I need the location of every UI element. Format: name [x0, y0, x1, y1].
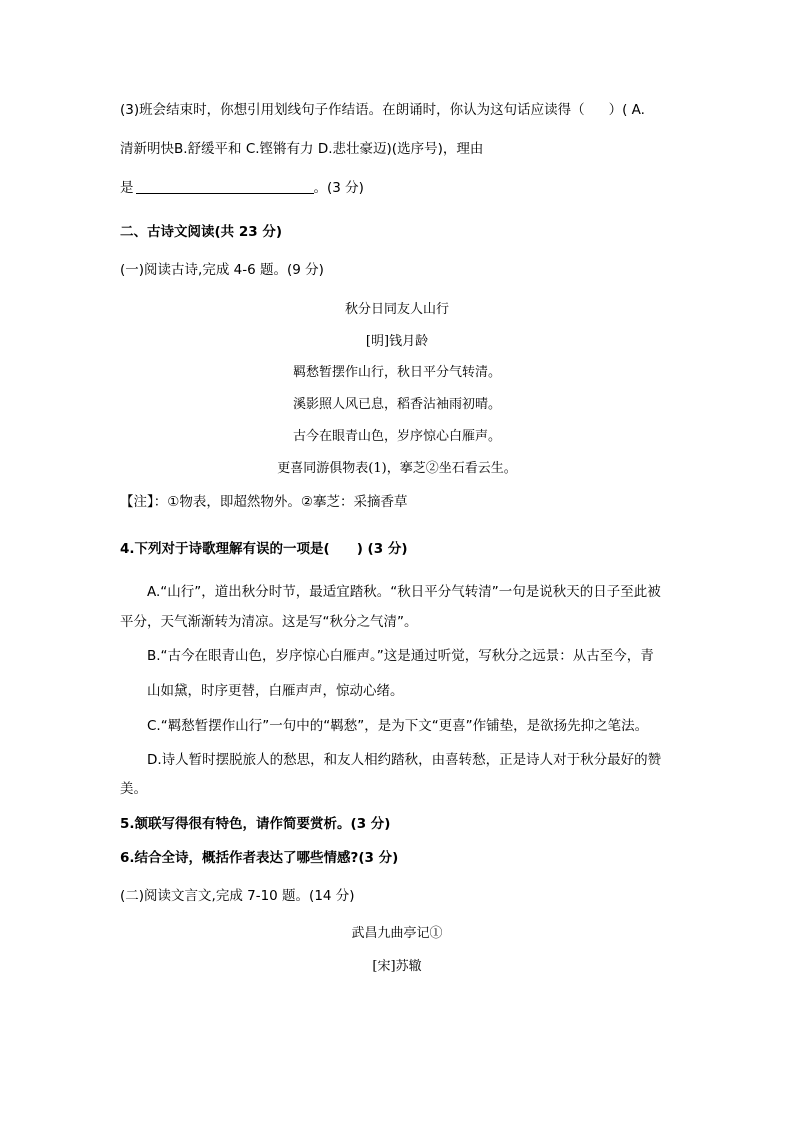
- option-a: A.“山行”，道出秋分时节，最适宜踏秋。“秋日平分气转清”一句是说秋天的日子至此被: [147, 584, 661, 600]
- q3-line2: 清新明快B.舒缓平和 C.铿锵有力 D.悲壮豪迈)(选序号)，理由: [120, 141, 484, 157]
- section-2-title: 二、古诗文阅读(共 23 分): [120, 224, 283, 240]
- option-d: D.诗人暂时摆脱旅人的愁思，和友人相约踏秋，由喜转愁，正是诗人对于秋分最好的赞: [147, 752, 662, 768]
- prose-title: 武昌九曲亭记①: [351, 926, 443, 941]
- option-c: C.“羁愁暂摆作山行”一句中的“羁愁”，是为下文“更喜”作铺垫，是欲扬先抑之笔法。: [147, 718, 649, 734]
- poem-line: 古今在眼青山色，岁序惊心白雁声。: [292, 429, 501, 444]
- poem-author: [明]钱月龄: [365, 334, 429, 349]
- q3-line1: [120, 98, 645, 118]
- section-2-part2-title: (二)阅读文言文,完成 7-10 题。(14 分): [120, 888, 355, 904]
- poem-line: 溪影照人风已息，稻香沾袖雨初晴。: [292, 397, 501, 412]
- prose-author: [宋]苏辙: [372, 959, 422, 974]
- question-5: 5.颔联写得很有特色，请作简要赏析。(3 分): [120, 816, 391, 832]
- option-d-cont: 美。: [120, 781, 147, 797]
- poem-title: 秋分日同友人山行: [344, 302, 449, 317]
- q3-text-part1: (3)班会结束时，你想引用划线句子作结语。在朗诵时，你认为这句话应读得（: [120, 102, 585, 118]
- question-6: 6.结合全诗，概括作者表达了哪些情感?(3 分): [120, 850, 399, 866]
- q3-score: 。(3 分): [313, 180, 364, 196]
- reason-blank[interactable]: [136, 179, 314, 194]
- option-b: B.“古今在眼青山色，岁序惊心白雁声。”这是通过听觉，写秋分之远景：从古至今，青: [147, 648, 654, 664]
- q3-text-part2: ）( A.: [608, 102, 645, 118]
- q4-stem: 4.下列对于诗歌理解有误的一项是( ) (3 分): [120, 541, 408, 557]
- poem-note: 【注】：①物表，即超然物外。②搴芝：采摘香草: [120, 494, 408, 510]
- poem-line: 更喜同游俱物表(1)，搴芝②坐石看云生。: [277, 461, 517, 476]
- option-a-cont: 平分，天气渐渐转为清凉。这是写“秋分之气清”。: [120, 614, 418, 630]
- poem-line: 羁愁暂摆作山行，秋日平分气转清。: [292, 365, 501, 380]
- q3-line3: [120, 176, 364, 196]
- section-2-part1-title: (一)阅读古诗,完成 4-6 题。(9 分): [120, 262, 324, 278]
- q3-reason-prefix: 是: [120, 180, 134, 196]
- option-b-cont: 山如黛，时序更替，白雁声声，惊动心绪。: [147, 683, 404, 699]
